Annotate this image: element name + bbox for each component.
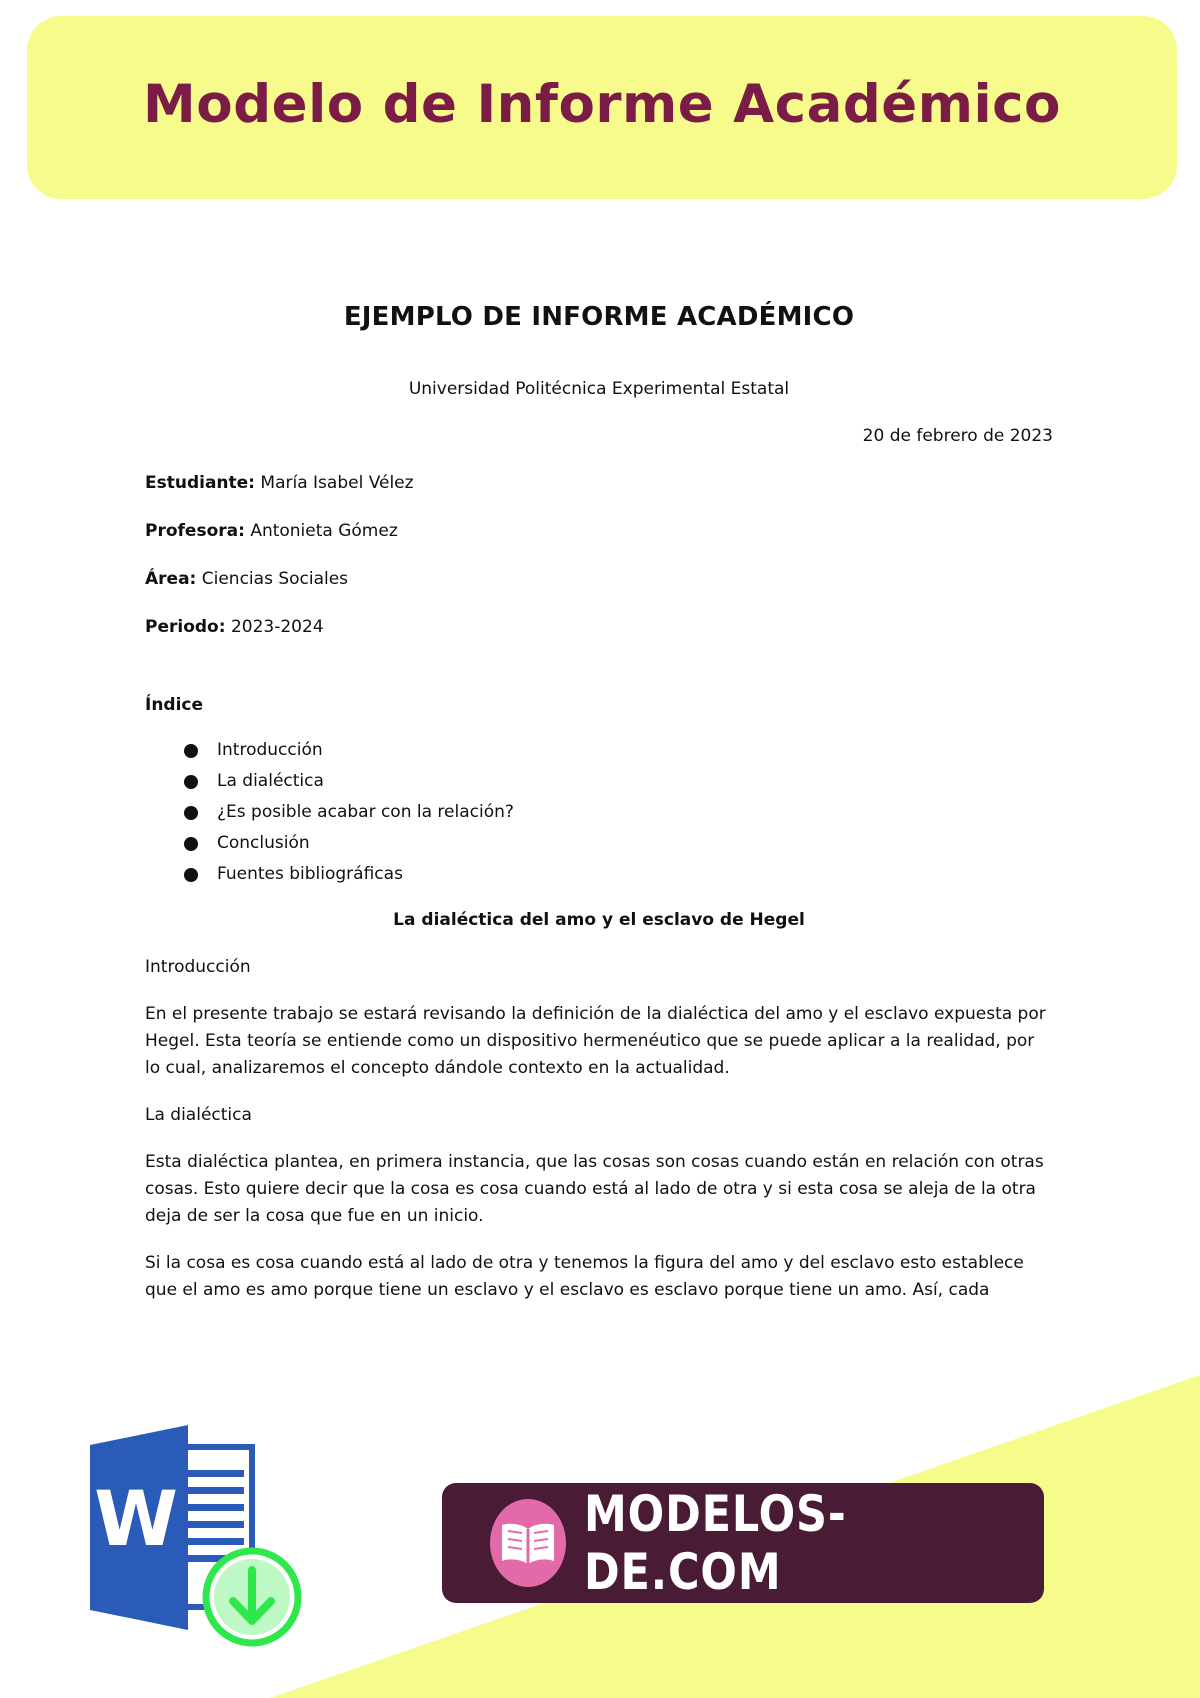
open-book-icon (490, 1499, 566, 1587)
meta-label: Profesora: (145, 521, 245, 541)
document-body (145, 300, 1053, 1324)
document-date: 20 de febrero de 2023 (862, 426, 1053, 446)
meta-value: Ciencias Sociales (201, 569, 349, 589)
meta-label: Estudiante: (145, 473, 255, 493)
brand-name: MODELOS-DE.COM (583, 1485, 847, 1601)
banner-title: Modelo de Informe Académico (143, 74, 1061, 135)
dialectic-heading: La dialéctica (145, 1105, 252, 1125)
toc-item: Conclusión (217, 828, 1053, 859)
toc-item: La dialéctica (217, 766, 1053, 797)
meta-label: Área: (145, 569, 197, 589)
toc-item: Fuentes bibliográficas (217, 859, 1053, 890)
university-name: Universidad Politécnica Experimental Estatal (408, 379, 790, 399)
toc-item: Introducción (217, 735, 1053, 766)
document-title: EJEMPLO DE INFORME ACADÉMICO (343, 302, 855, 332)
section-title: La dialéctica del amo y el esclavo de Hegel (393, 910, 805, 930)
meta-student (145, 470, 1053, 497)
dialectic-paragraph-2: Si la cosa es cosa cuando está al lado de otra y tenemos la figura del amo y del esclavo esto establece que el amo es amo porque tiene un esclavo y el esclavo es esclavo porque tiene un amo. Así, cada (145, 1253, 1024, 1300)
download-arrow-icon (206, 1551, 298, 1643)
word-download-icon[interactable] (90, 1425, 305, 1655)
dialectic-paragraph-1: Esta dialéctica plantea, en primera instancia, que las cosas son cosas cuando están en relación con otras cosas. Esto quiere decir que la cosa es cosa cuando está al lado de otra y si esta cosa se aleja de la otra deja de ser la cosa que fue en un inicio. (145, 1152, 1044, 1226)
meta-label: Periodo: (145, 617, 226, 637)
meta-value: 2023-2024 (230, 617, 324, 637)
index-heading: Índice (145, 695, 204, 715)
meta-value: Antonieta Gómez (250, 521, 398, 541)
table-of-contents (145, 735, 1053, 890)
intro-heading: Introducción (145, 957, 251, 977)
meta-period (145, 614, 1053, 641)
meta-teacher (145, 518, 1053, 545)
intro-paragraph: En el presente trabajo se estará revisando la definición de la dialéctica del amo y el esclavo expuesta por Hegel. Esta teoría se entiende como un dispositivo hermenéutico que se puede aplicar a la realidad, por lo cual, analizaremos el concepto dándole contexto en la actualidad. (145, 1004, 1046, 1078)
svg-text:W: W (94, 1474, 178, 1563)
brand-badge[interactable] (442, 1483, 1044, 1603)
meta-area (145, 566, 1053, 593)
meta-value: María Isabel Vélez (260, 473, 414, 493)
header-banner (27, 16, 1177, 199)
toc-item: ¿Es posible acabar con la relación? (217, 797, 1053, 828)
